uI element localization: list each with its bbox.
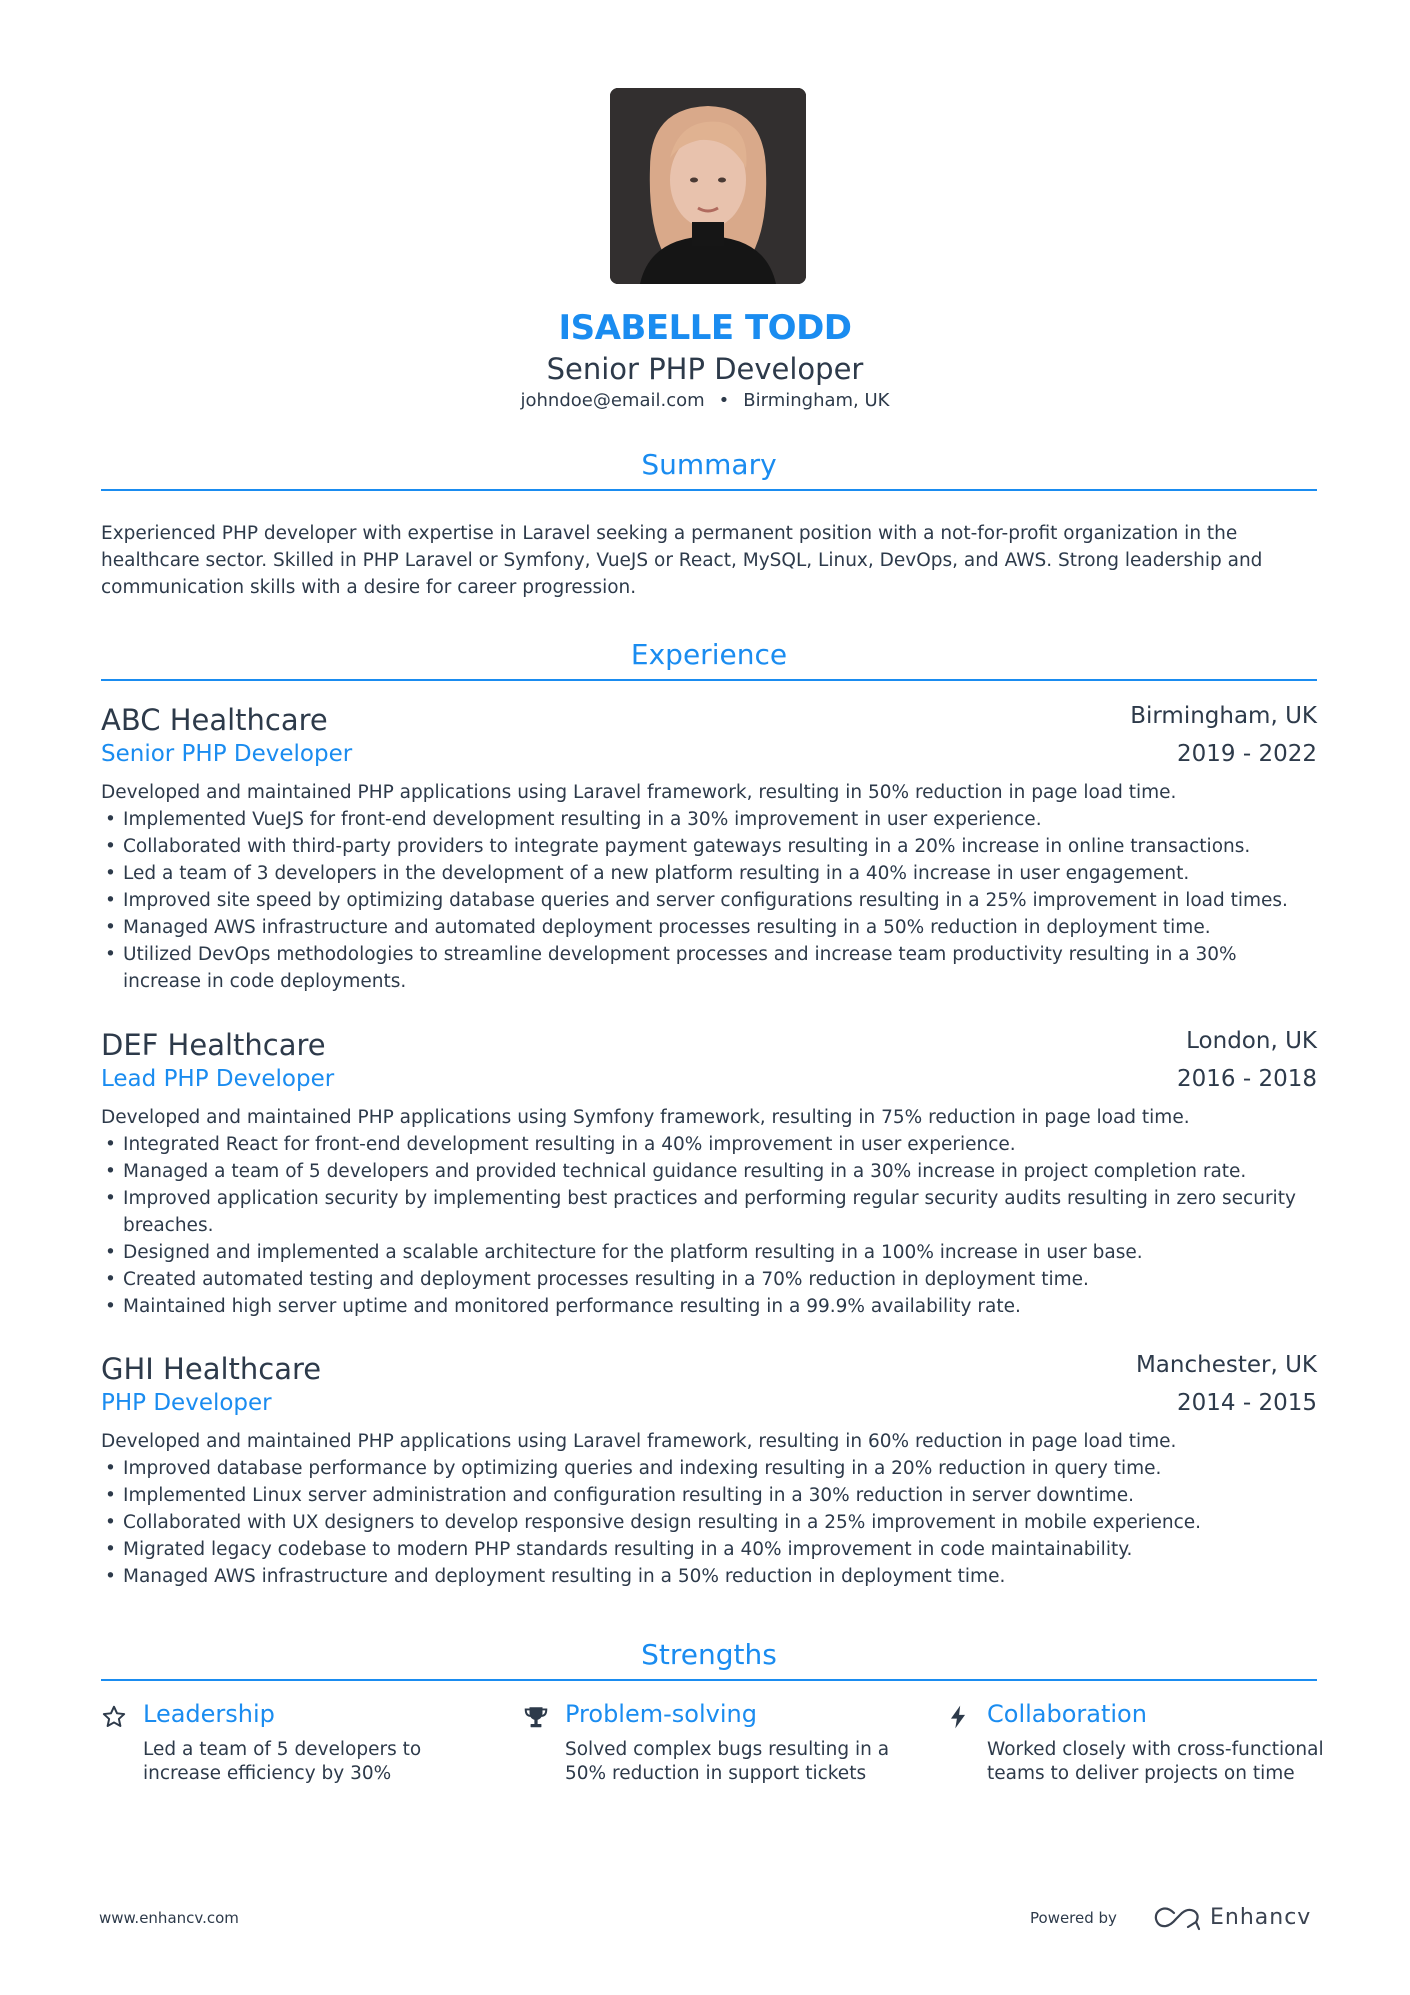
summary-heading: Summary xyxy=(641,448,777,481)
job-bullet: • Utilized DevOps methodologies to streamline development processes and increase team productivity resulting in a 30% increase in code deployments. xyxy=(101,941,1317,995)
job-bullet: • Collaborated with third-party providers to integrate payment gateways resulting in a 20% increase in online transactions. xyxy=(101,833,1317,860)
lightning-icon xyxy=(945,1704,971,1730)
profile-photo xyxy=(610,88,806,284)
powered-by-label: Powered by xyxy=(1030,1909,1117,1927)
strengths-divider xyxy=(101,1679,1317,1681)
enhancv-logo-icon xyxy=(1152,1905,1202,1931)
job-bullet: • Implemented Linux server administration and configuration resulting in a 30% reduction in server downtime. xyxy=(101,1482,1317,1509)
job-description: Developed and maintained PHP applications using Symfony framework, resulting in 75% reduction in page load time. xyxy=(101,1107,1190,1128)
strength-title: Leadership xyxy=(143,1700,275,1728)
job-location: London, UK xyxy=(1186,1028,1317,1054)
job-company: DEF Healthcare xyxy=(101,1028,326,1062)
job-dates: 2019 - 2022 xyxy=(1177,741,1317,767)
experience-entry xyxy=(101,1352,1317,1612)
experience-divider xyxy=(101,679,1317,681)
strength-title: Collaboration xyxy=(987,1700,1147,1728)
job-bullet: • Collaborated with UX designers to develop responsive design resulting in a 25% improvement in mobile experience. xyxy=(101,1509,1317,1536)
job-bullet: • Managed a team of 5 developers and provided technical guidance resulting in a 30% increase in project completion rate. xyxy=(101,1158,1317,1185)
experience-entry xyxy=(101,1028,1317,1328)
job-company: ABC Healthcare xyxy=(101,703,328,737)
strength-description: Led a team of 5 developers to increase efficiency by 30% xyxy=(143,1739,422,1784)
job-bullets xyxy=(101,1131,1317,1320)
job-bullet: • Improved site speed by optimizing database queries and server configurations resulting in a 25% improvement in load times. xyxy=(101,887,1317,914)
job-dates: 2014 - 2015 xyxy=(1177,1390,1317,1416)
job-bullet: • Led a team of 3 developers in the development of a new platform resulting in a 40% increase in user engagement. xyxy=(101,860,1317,887)
footer-website-link[interactable]: www.enhancv.com xyxy=(99,1909,239,1927)
job-role: PHP Developer xyxy=(101,1390,272,1416)
trophy-icon xyxy=(523,1704,549,1730)
candidate-headline: Senior PHP Developer xyxy=(546,352,864,386)
candidate-name: ISABELLE TODD xyxy=(558,308,852,348)
strength-description: Worked closely with cross-functional teams to deliver projects on time xyxy=(987,1739,1324,1784)
job-bullet: • Maintained high server uptime and monitored performance resulting in a 99.9% availability rate. xyxy=(101,1293,1317,1320)
contact-email[interactable]: johndoe@email.com xyxy=(520,390,705,411)
job-role: Senior PHP Developer xyxy=(101,741,353,767)
strengths-heading: Strengths xyxy=(641,1638,777,1671)
job-description: Developed and maintained PHP applications using Laravel framework, resulting in 50% reduction in page load time. xyxy=(101,782,1177,803)
job-bullet: • Migrated legacy codebase to modern PHP standards resulting in a 40% improvement in code maintainability. xyxy=(101,1536,1317,1563)
summary-text: Experienced PHP developer with expertise in Laravel seeking a permanent position with a not-for-profit organization in the healthcare sector. Skilled in PHP Laravel or Symfony, VueJS or React, MySQL, Linux, DevOps, and AWS. Strong leadership and communication skills with a desire for career progression. xyxy=(101,523,1263,598)
job-bullet: • Designed and implemented a scalable architecture for the platform resulting in a 100% increase in user base. xyxy=(101,1239,1317,1266)
job-company: GHI Healthcare xyxy=(101,1352,322,1386)
job-bullets xyxy=(101,1455,1317,1590)
job-bullet: • Managed AWS infrastructure and automated deployment processes resulting in a 50% reduction in deployment time. xyxy=(101,914,1317,941)
enhancv-wordmark: Enhancv xyxy=(1210,1905,1312,1930)
job-bullet: • Managed AWS infrastructure and deployment resulting in a 50% reduction in deployment time. xyxy=(101,1563,1317,1590)
job-description: Developed and maintained PHP applications using Laravel framework, resulting in 60% reduction in page load time. xyxy=(101,1431,1177,1452)
job-role: Lead PHP Developer xyxy=(101,1066,335,1092)
job-bullet: • Integrated React for front-end development resulting in a 40% improvement in user experience. xyxy=(101,1131,1317,1158)
strength-description: Solved complex bugs resulting in a 50% reduction in support tickets xyxy=(565,1739,890,1784)
contact-separator: • xyxy=(718,390,730,411)
contact-line xyxy=(0,390,1410,411)
job-bullet: • Improved database performance by optimizing queries and indexing resulting in a 20% reduction in query time. xyxy=(101,1455,1317,1482)
experience-entry xyxy=(101,703,1317,1003)
job-dates: 2016 - 2018 xyxy=(1177,1066,1317,1092)
job-bullets xyxy=(101,806,1317,995)
job-location: Manchester, UK xyxy=(1135,1352,1317,1378)
job-location: Birmingham, UK xyxy=(1130,703,1317,729)
job-bullet: • Improved application security by implementing best practices and performing regular security audits resulting in zero security breaches. xyxy=(101,1185,1317,1239)
job-bullet: • Implemented VueJS for front-end development resulting in a 30% improvement in user experience. xyxy=(101,806,1317,833)
strength-title: Problem-solving xyxy=(565,1700,757,1728)
experience-heading: Experience xyxy=(630,638,788,671)
contact-location: Birmingham, UK xyxy=(743,390,890,411)
star-icon xyxy=(101,1704,127,1730)
profile-photo-image xyxy=(610,88,806,284)
job-bullet: • Created automated testing and deployment processes resulting in a 70% reduction in deployment time. xyxy=(101,1266,1317,1293)
summary-divider xyxy=(101,489,1317,491)
